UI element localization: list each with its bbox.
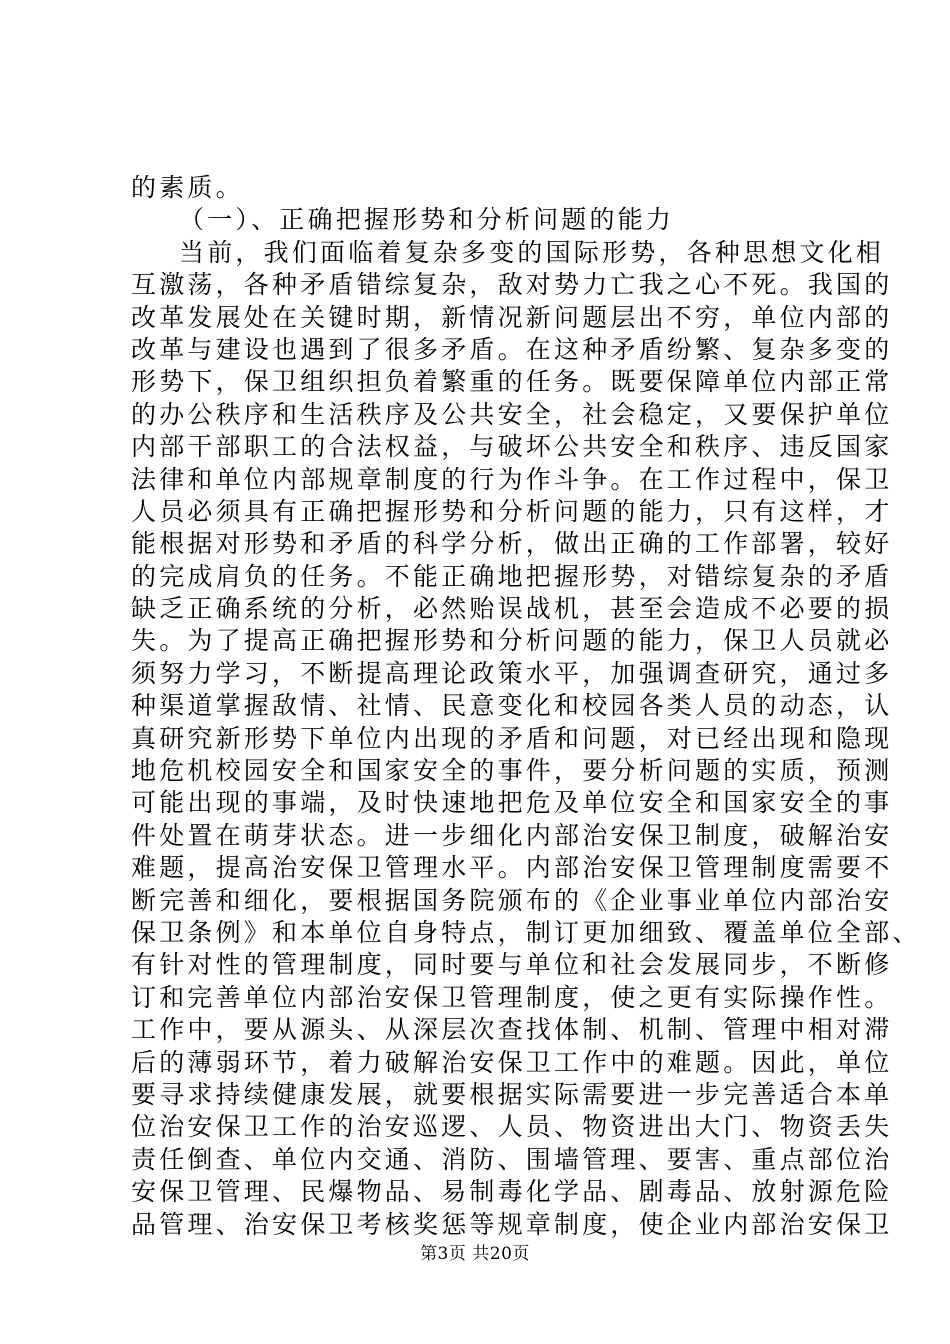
text-line: 订和完善单位内部治安保卫管理制度，使之更有实际操作性。 — [131, 982, 893, 1012]
text-line: 的完成肩负的任务。不能正确地把握形势，对错综复杂的矛盾 — [131, 561, 893, 591]
text-line: 的素质。 — [131, 173, 244, 202]
text-line: 互激荡，各种矛盾错综复杂，敌对势力亡我之心不死。我国的 — [131, 270, 893, 300]
text-line: 难题，提高治安保卫管理水平。内部治安保卫管理制度需要不 — [131, 853, 893, 883]
text-line: 品管理、治安保卫考核奖惩等规章制度，使企业内部治安保卫 — [131, 1209, 893, 1239]
text-line: 形势下，保卫组织担负着繁重的任务。既要保障单位内部正常 — [131, 367, 893, 397]
text-line: 工作中，要从源头、从深层次查找体制、机制、管理中相对滞 — [131, 1015, 893, 1045]
text-line: 改革发展处在关键时期，新情况新问题层出不穷，单位内部的 — [131, 302, 893, 332]
text-line: 可能出现的事端，及时快速地把危及单位安全和国家安全的事 — [131, 788, 893, 818]
text-line: 真研究新形势下单位内出现的矛盾和问题，对已经出现和隐现 — [131, 723, 893, 753]
text-line: 安保卫管理、民爆物品、易制毒化学品、剧毒品、放射源危险 — [131, 1177, 893, 1207]
text-line: 有针对性的管理制度，同时要与单位和社会发展同步，不断修 — [131, 950, 893, 980]
text-line: 缺乏正确系统的分析，必然贻误战机，甚至会造成不必要的损 — [131, 594, 893, 624]
text-line: 位治安保卫工作的治安巡逻、人员、物资进出大门、物资丢失 — [131, 1112, 893, 1142]
text-line: 能根据对形势和矛盾的科学分析，做出正确的工作部署，较好 — [131, 529, 893, 559]
page-footer: 第3页 共20页 — [420, 1244, 530, 1264]
text-line: 责任倒查、单位内交通、消防、围墙管理、要害、重点部位治 — [131, 1144, 893, 1174]
text-line: 当前，我们面临着复杂多变的国际形势，各种思想文化相 — [179, 237, 885, 267]
text-line: 须努力学习，不断提高理论政策水平，加强调查研究，通过多 — [131, 658, 893, 688]
text-line: 失。为了提高正确把握形势和分析问题的能力，保卫人员就必 — [131, 626, 893, 656]
text-line: 地危机校园安全和国家安全的事件，要分析问题的实质，预测 — [131, 756, 893, 786]
text-line: 的办公秩序和生活秩序及公共安全，社会稳定，又要保护单位 — [131, 399, 893, 429]
text-line: 件处置在萌芽状态。进一步细化内部治安保卫制度，破解治安 — [131, 820, 893, 850]
text-line: 种渠道掌握敌情、社情、民意变化和校园各类人员的动态，认 — [131, 691, 893, 721]
text-line: 人员必须具有正确把握形势和分析问题的能力，只有这样，才 — [131, 496, 893, 526]
text-line: 法律和单位内部规章制度的行为作斗争。在工作过程中，保卫 — [131, 464, 893, 494]
text-line: 保卫条例》和本单位自身特点，制订更加细致、覆盖单位全部、 — [131, 917, 921, 947]
text-line: 内部干部职工的合法权益，与破坏公共安全和秩序、违反国家 — [131, 432, 893, 462]
text-line: 断完善和细化，要根据国务院颁布的《企业事业单位内部治安 — [131, 885, 893, 915]
text-line: 要寻求持续健康发展，就要根据实际需要进一步完善适合本单 — [131, 1079, 893, 1109]
section-heading: （一）、正确把握形势和分析问题的能力 — [179, 205, 675, 235]
body-text — [131, 172, 921, 1241]
text-line: 后的薄弱环节，着力破解治安保卫工作中的难题。因此，单位 — [131, 1047, 893, 1077]
text-line: 改革与建设也遇到了很多矛盾。在这种矛盾纷繁、复杂多变的 — [131, 334, 893, 364]
